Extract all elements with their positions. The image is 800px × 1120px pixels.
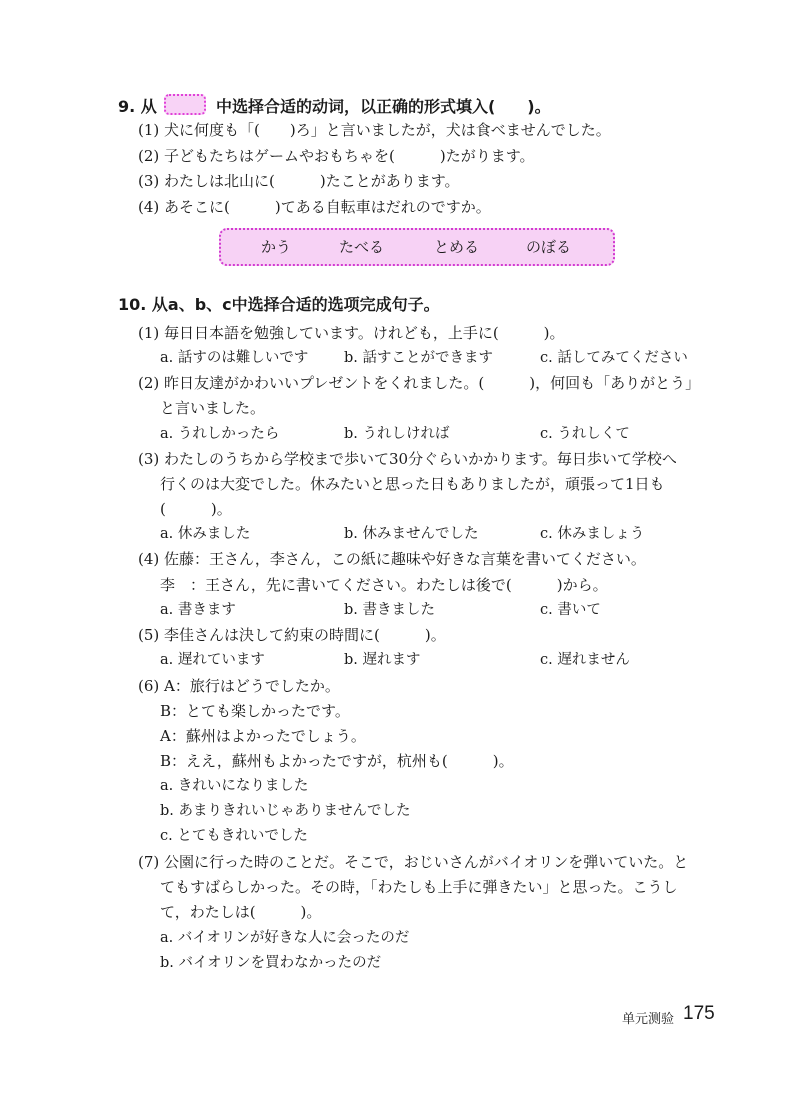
section10-heading: 10. 从a、b、c中选择合适的选项完成句子。 — [118, 295, 440, 314]
question-1-option-c: c. 話してみてください — [540, 350, 688, 366]
unit-label: 单元测验 — [622, 1012, 675, 1027]
page-number: 175 — [683, 1003, 715, 1024]
question-3-option-a: a. 休みました — [160, 526, 251, 542]
word-choice: たべる — [339, 238, 385, 256]
question-4-option-b: b. 書きました — [344, 602, 435, 618]
section9-item-1: (1) 犬に何度も「( )ろ」と言いましたが，犬は食べませんでした。 — [138, 121, 611, 139]
question-2-option-a: a. うれしかったら — [160, 426, 280, 442]
question-5-option-a: a. 遅れています — [160, 652, 265, 668]
question-2-option-c: c. うれしくて — [540, 426, 630, 442]
question-3-line3: ( )。 — [160, 500, 232, 518]
question-6-option-a: a. きれいになりました — [160, 778, 309, 794]
section9-item-2: (2) 子どもたちはゲームやおもちゃを( )たがります。 — [138, 147, 535, 165]
word-box-marker — [164, 94, 206, 115]
word-choice: のぼる — [526, 238, 572, 256]
question-7-option-a: a. バイオリンが好きな人に会ったのだ — [160, 930, 410, 946]
question-5-option-b: b. 遅れます — [344, 652, 421, 668]
question-5: (5) 李佳さんは決して約束の時間に( )。 — [138, 626, 446, 644]
question-1-option-b: b. 話すことができます — [344, 350, 493, 366]
question-6-line1: (6) A：旅行はどうでしたか。 — [138, 677, 340, 695]
question-2-line2: と言いました。 — [160, 399, 266, 417]
question-6-option-c: c. とてもきれいでした — [160, 828, 308, 844]
question-6-option-b: b. あまりきれいじゃありませんでした — [160, 803, 411, 819]
word-choice: とめる — [434, 238, 480, 256]
question-6-line2: B：とても楽しかったです。 — [160, 702, 350, 720]
question-3-option-b: b. 休みませんでした — [344, 526, 479, 542]
question-3-line2: 行くのは大変でした。休みたいと思った日もありましたが，頑張って1日も — [160, 475, 665, 493]
question-7-line3: て，わたしは( )。 — [160, 903, 322, 921]
question-2-line1: (2) 昨日友達がかわいいプレゼントをくれました。( )，何回も「ありがとう」 — [138, 374, 701, 392]
question-6-line3: A：蘇州はよかったでしょう。 — [160, 727, 366, 745]
question-5-option-c: c. 遅れません — [540, 652, 630, 668]
question-1: (1) 毎日日本語を勉強しています。けれども，上手に( )。 — [138, 324, 565, 342]
question-7-line1: (7) 公園に行った時のことだ。そこで，おじいさんがバイオリンを弾いていた。と — [138, 853, 689, 871]
section9-heading-suffix: 中选择合适的动词，以正确的形式填入( )。 — [215, 97, 551, 116]
question-4-line1: (4) 佐藤：王さん，李さん，この紙に趣味や好きな言葉を書いてください。 — [138, 550, 646, 568]
question-2-option-b: b. うれしければ — [344, 426, 450, 442]
section9-heading — [118, 94, 551, 119]
word-choice-box — [219, 228, 615, 266]
section9-item-4: (4) あそこに( )てある自転車はだれのですか。 — [138, 198, 491, 216]
question-4-line2: 李 ：王さん，先に書いてください。わたしは後で( )から。 — [160, 576, 608, 594]
question-4-option-a: a. 書きます — [160, 602, 236, 618]
question-7-option-b: b. バイオリンを買わなかったのだ — [160, 955, 382, 971]
question-1-option-a: a. 話すのは難しいです — [160, 350, 309, 366]
section9-heading-prefix: 9. 从 — [118, 97, 157, 116]
section9-item-3: (3) わたしは北山に( )たことがあります。 — [138, 172, 460, 190]
question-7-line2: てもすばらしかった。その時，「わたしも上手に弾きたい」と思った。こうし — [160, 878, 678, 896]
question-6-line4: B：ええ，蘇州もよかったですが，杭州も( )。 — [160, 752, 514, 770]
question-3-line1: (3) わたしのうちから学校まで歩いて30分ぐらいかかります。毎日歩いて学校へ — [138, 450, 677, 468]
question-4-option-c: c. 書いて — [540, 602, 601, 618]
question-3-option-c: c. 休みましょう — [540, 526, 645, 542]
word-choice: かう — [261, 238, 292, 256]
